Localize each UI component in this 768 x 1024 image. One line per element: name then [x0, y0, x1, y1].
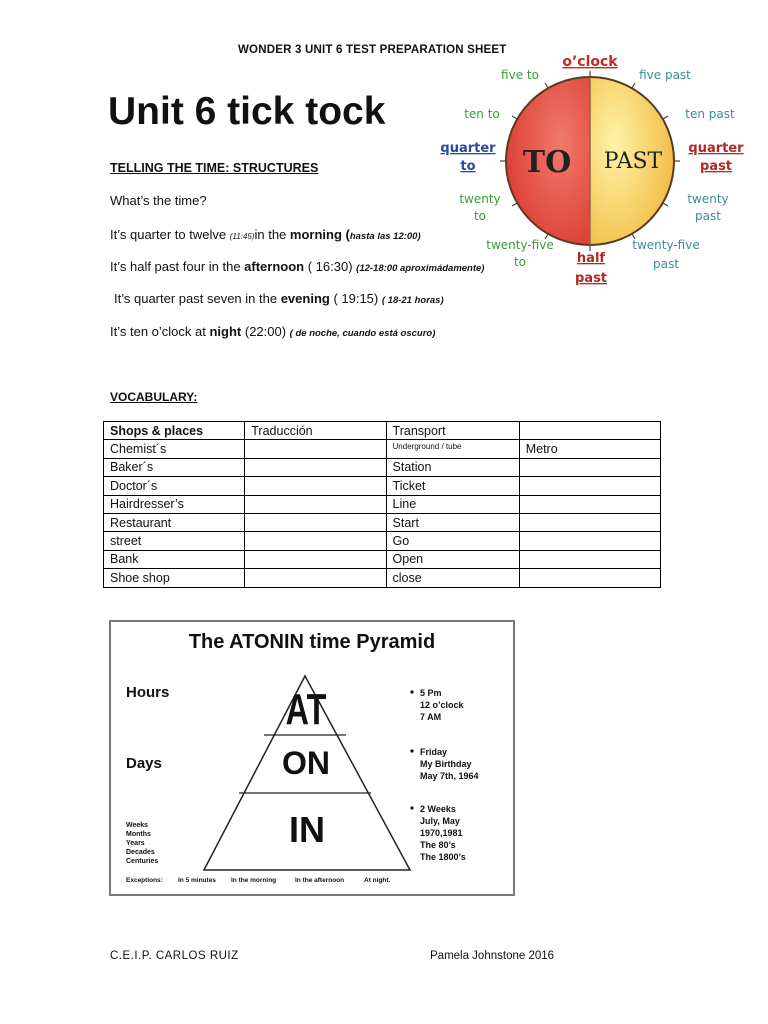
table-row	[104, 477, 661, 495]
structure-line-4: It’s ten o’clock at night (22:00) ( de noche, cuando está oscuro)	[110, 324, 436, 339]
sheet-header: WONDER 3 UNIT 6 TEST PREPARATION SHEET	[238, 44, 507, 56]
table-cell: Bank	[104, 550, 245, 568]
table-cell	[519, 458, 660, 476]
svg-text:7 AM: 7 AM	[420, 712, 442, 722]
table-cell: Start	[386, 513, 519, 531]
table-row	[104, 458, 661, 476]
table-cell: Shoe shop	[104, 569, 245, 587]
svg-text:past: past	[574, 271, 608, 286]
table-cell	[245, 477, 386, 495]
page-title: Unit 6 tick tock	[108, 90, 386, 133]
table-cell: close	[386, 569, 519, 587]
svg-text:At night.: At night.	[364, 877, 391, 884]
table-cell	[519, 513, 660, 531]
svg-text:5 Pm: 5 Pm	[420, 688, 442, 698]
table-cell	[245, 495, 386, 513]
table-cell: Doctor´s	[104, 477, 245, 495]
table-cell	[519, 495, 660, 513]
svg-text:12 o’clock: 12 o’clock	[420, 700, 464, 710]
structures-heading: TELLING THE TIME: STRUCTURES	[110, 161, 319, 175]
svg-text:half: half	[576, 251, 606, 266]
pyramid-title: The ATONIN time Pyramid	[188, 631, 436, 653]
on-word: ON	[282, 745, 330, 781]
svg-text:Decades: Decades	[126, 849, 155, 856]
table-header-row	[104, 422, 661, 440]
svg-text:to: to	[473, 209, 487, 223]
svg-text:ten past: ten past	[685, 107, 735, 121]
table-cell	[245, 440, 386, 458]
structure-line-1: It’s quarter to twelve (11:45)in the morning (hasta las 12:00)	[110, 227, 421, 242]
header-cell: Transport	[386, 422, 519, 440]
table-cell: Restaurant	[104, 513, 245, 531]
svg-text:My Birthday: My Birthday	[420, 759, 472, 769]
svg-text:twenty-five: twenty-five	[632, 238, 700, 252]
structure-line-3: It’s quarter past seven in the evening ( 19:15) ( 18-21 horas)	[114, 291, 444, 306]
table-cell: Baker´s	[104, 458, 245, 476]
footer-author: Pamela Johnstone 2016	[430, 950, 555, 962]
svg-text:July, May: July, May	[420, 816, 460, 826]
svg-text:May 7th, 1964: May 7th, 1964	[420, 771, 479, 781]
table-cell	[245, 513, 386, 531]
svg-text:to: to	[513, 255, 527, 269]
svg-text:to: to	[460, 159, 476, 174]
table-cell	[519, 569, 660, 587]
table-cell: Line	[386, 495, 519, 513]
header-cell	[519, 422, 660, 440]
svg-text:ten to: ten to	[464, 107, 500, 121]
table-row	[104, 569, 661, 587]
svg-text:twenty: twenty	[459, 192, 501, 206]
svg-text:quarter: quarter	[440, 141, 496, 156]
table-row	[104, 513, 661, 531]
svg-text:past: past	[695, 209, 721, 223]
svg-text:past: past	[699, 159, 733, 174]
vocabulary-heading: VOCABULARY:	[110, 390, 198, 404]
svg-text:The 80’s: The 80’s	[420, 840, 456, 850]
structure-line-2: It’s half past four in the afternoon ( 16:30) (12-18:00 aproximádamente)	[110, 259, 485, 274]
svg-text:In the morning: In the morning	[231, 877, 277, 884]
table-row	[104, 550, 661, 568]
in-word: IN	[289, 809, 325, 850]
table-cell: Hairdresser’s	[104, 495, 245, 513]
svg-text:twenty-five: twenty-five	[486, 238, 554, 252]
svg-text:past: past	[653, 257, 679, 271]
table-cell: Chemist´s	[104, 440, 245, 458]
table-cell	[245, 458, 386, 476]
svg-text:Exceptions:: Exceptions:	[126, 877, 163, 884]
to-word: TO	[522, 145, 572, 180]
header-cell: Traducción	[245, 422, 386, 440]
svg-text:1970,1981: 1970,1981	[420, 828, 463, 838]
table-cell	[519, 532, 660, 550]
svg-text:Years: Years	[126, 840, 145, 847]
atonin-pyramid	[109, 620, 515, 896]
svg-text:Months: Months	[126, 831, 151, 838]
past-word: PAST	[603, 149, 663, 174]
svg-text:2 Weeks: 2 Weeks	[420, 804, 456, 814]
hours-label: Hours	[126, 684, 170, 701]
svg-text:Centuries: Centuries	[126, 858, 159, 865]
table-cell: Metro	[519, 440, 660, 458]
vocabulary-table	[103, 421, 661, 588]
svg-text:five to: five to	[501, 68, 539, 82]
svg-text:Friday: Friday	[420, 747, 448, 757]
table-cell	[519, 477, 660, 495]
table-row	[104, 532, 661, 550]
svg-text:twenty: twenty	[687, 192, 729, 206]
svg-text:The 1800’s: The 1800’s	[420, 852, 466, 862]
table-cell	[245, 569, 386, 587]
at-word: AT	[285, 685, 327, 735]
to-past-clock	[432, 46, 758, 294]
svg-text:In 5 minutes: In 5 minutes	[178, 877, 216, 884]
table-row	[104, 440, 661, 458]
table-row	[104, 495, 661, 513]
question-line: What’s the time?	[110, 193, 207, 208]
header-cell: Shops & places	[104, 422, 245, 440]
table-cell: Ticket	[386, 477, 519, 495]
table-cell: Open	[386, 550, 519, 568]
table-cell: Underground / tube	[386, 440, 519, 458]
days-label: Days	[126, 755, 162, 772]
svg-text:quarter: quarter	[688, 141, 744, 156]
table-cell: Go	[386, 532, 519, 550]
table-cell	[519, 550, 660, 568]
svg-text:Weeks: Weeks	[126, 822, 149, 829]
table-cell	[245, 550, 386, 568]
table-cell: street	[104, 532, 245, 550]
svg-text:five past: five past	[639, 68, 691, 82]
svg-text:o’clock: o’clock	[562, 54, 618, 70]
table-cell	[245, 532, 386, 550]
footer-school: C.E.I.P. CARLOS RUIZ	[110, 950, 239, 962]
svg-text:In the afternoon: In the afternoon	[295, 877, 345, 884]
table-cell: Station	[386, 458, 519, 476]
